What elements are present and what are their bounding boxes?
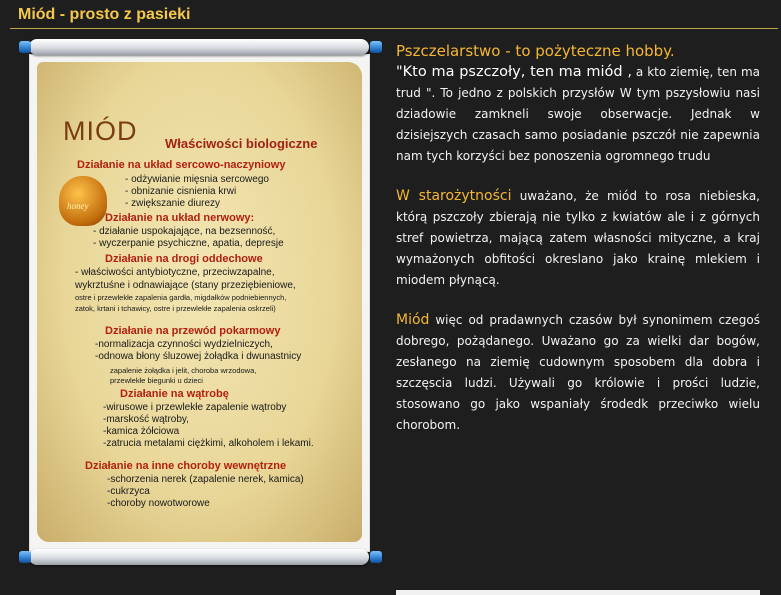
poster-line: - właściwości antybiotyczne, przeciwzapalne, — [75, 267, 275, 278]
honey-scroll-image — [15, 36, 386, 578]
antiquity-lead: W starożytności — [396, 188, 512, 204]
poster-line: -cukrzyca — [107, 486, 150, 497]
poster-line: - wyczerpanie psychiczne, apatia, depresje — [93, 238, 284, 249]
poster-line: zatok, krtani i tchawicy, ostre i przewlekłe zapalenia oskrzeli) — [75, 304, 276, 313]
paragraph-text: a kto ziemię, ten ma trud ". To jedno z polskich przysłów W tym pszysłowiu nasi dziadowie zamkneli swoje obserwacje. Jednak w dzisiejszych czasach samo posiadanie pszczół nie zapewnia nam tych korzyści bez ponoszenia ogromnego trudu — [396, 65, 760, 163]
paragraph-text: uważano, że miód to rosa niebieska, którą pszczoły zbierają nie tylko z kwiatów ale i z górnych stref powietrza, mającą zatem własności mityczne, a kraj wymażonych obfitości okreslano jako krainę mlekiem i miodem płynącą. — [396, 189, 760, 287]
scroll-rod-top — [15, 36, 386, 58]
poster-line: zapalenie żołądka i jelit, choroba wrzodowa, — [110, 366, 257, 375]
poster-line: -choroby nowotworowe — [107, 498, 210, 509]
poster-line: - działanie uspokajające, na bezsenność, — [93, 226, 276, 237]
poster-line: -schorzenia nerek (zapalenie nerek, kamica) — [107, 474, 304, 485]
poster-section-heading: Działanie na układ nerwowy: — [105, 212, 255, 224]
page-title: Miód - prosto z pasieki — [18, 6, 191, 23]
paragraph-text: więc od pradawnych czasów był synonimem czegoś dobrego, pożądanego. Uważano go za wielki dar bogów, zesłanego na ziemię cudownym sposobem dla dobra i szczęscia ludzi. Używali go królowie i prości ludzie, stosowano go jako wspaniały środedk przeciwko wielu chorobom. — [396, 313, 760, 432]
article-paragraph-antiquity — [396, 186, 760, 291]
poster-line: -kamica żółciowa — [103, 426, 180, 437]
poster-line: - odżywianie mięsnia sercowego — [125, 174, 269, 185]
poster-line: -wirusowe i przewlekłe zapalenie wątroby — [103, 402, 287, 413]
poster-subtitle: Właściwości biologiczne — [165, 136, 318, 151]
honey-lead: Miód — [396, 312, 430, 328]
poster-section-heading: Działanie na układ sercowo-naczyniowy — [77, 159, 286, 171]
scroll-rod-bottom — [15, 546, 386, 568]
hobby-heading: Pszczelarstwo - to pożyteczne hobby. — [396, 42, 675, 60]
article-paragraph-hobby — [396, 40, 760, 167]
poster-line: - zwiększanie diurezy — [125, 198, 221, 209]
poster-section-heading: Działanie na drogi oddechowe — [105, 253, 263, 265]
poster-title: MIÓD — [63, 116, 138, 146]
honey-pot-label: honey — [67, 201, 89, 211]
poster-line: -normalizacja czynności wydzielniczych, — [95, 339, 273, 350]
poster-line: -zatrucia metalami ciężkimi, alkoholem i lekami. — [103, 438, 314, 449]
article-paragraph-honey — [396, 310, 760, 436]
header-divider — [10, 28, 778, 29]
poster-section-heading: Działanie na wątrobę — [120, 388, 229, 400]
poster-line: wykrztuśne i odnawiające (stany przeziębieniowe, — [75, 280, 296, 291]
poster-section-heading: Działanie na inne choroby wewnętrzne — [85, 460, 287, 472]
proverb-quote: "Kto ma pszczoły, ten ma miód , — [396, 64, 632, 80]
next-image-edge — [396, 590, 760, 595]
poster-line: - obnizanie cisnienia krwi — [125, 186, 237, 197]
page-header — [0, 0, 781, 30]
poster-line: -marskość wątroby, — [103, 414, 189, 425]
poster-line: przewlekłe biegunki u dzieci — [110, 376, 203, 385]
poster-line: ostre i przewlekłe zapalenia gardła, migdałków podniebiennych, — [75, 293, 287, 302]
poster-line: -odnowa błony śluzowej żołądka i dwunastnicy — [95, 351, 302, 362]
poster-section-heading: Działanie na przewód pokarmowy — [105, 325, 281, 337]
